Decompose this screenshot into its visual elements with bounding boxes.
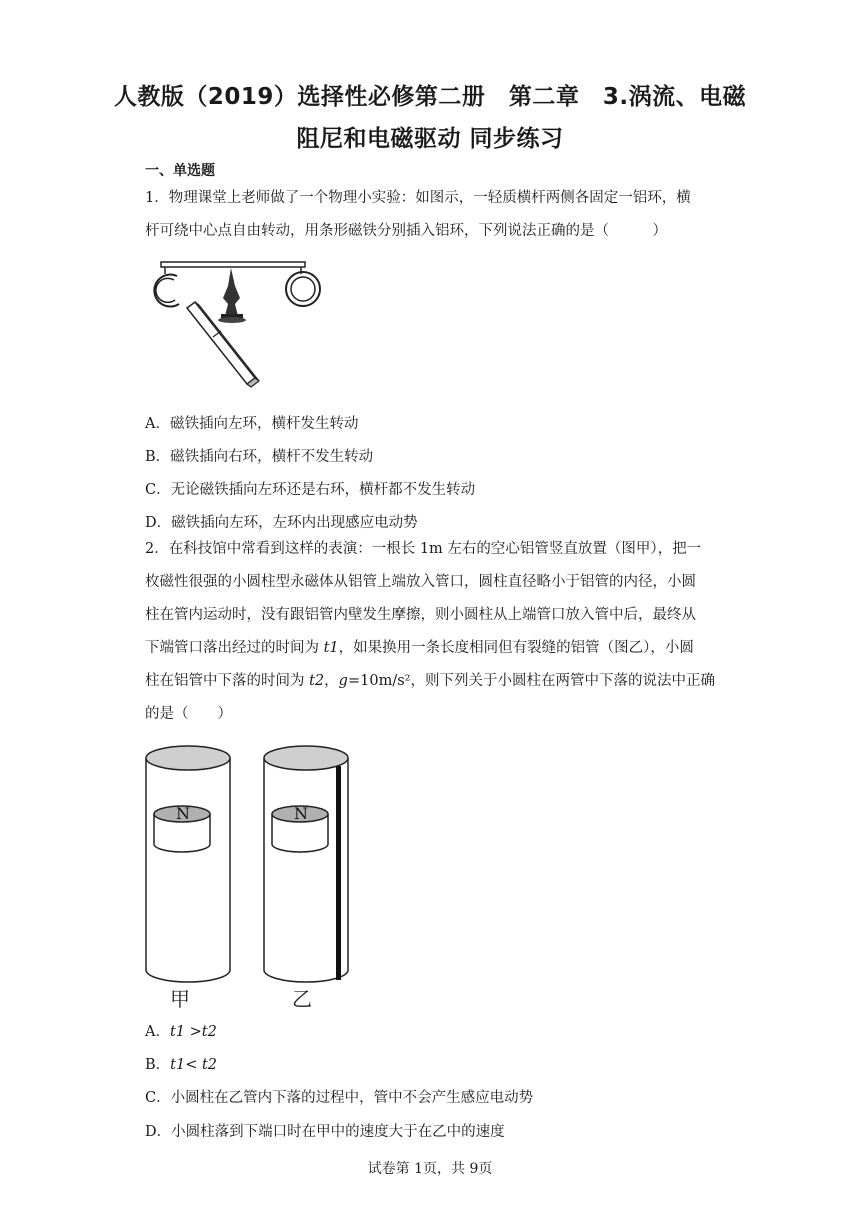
magnet-n-label-jia: N [176,804,190,823]
q1-option-d[interactable]: D．磁铁插向左环，左环内出现感应电动势 [145,515,418,531]
tube-jia [146,746,230,982]
question-2-line1: 2．在科技馆中常看到这样的表演：一根长 1m 左右的空心铝管竖直放置（图甲），把一 [145,541,702,557]
question-1-text [145,182,717,248]
question-1-line2: 杆可绕中心点自由转动，用条形磁铁分别插入铝环，下列说法正确的是（ ） [145,223,667,239]
var-t2: t2 [309,673,325,689]
figure-label-yi: 乙 [292,987,312,1011]
question-1-line1: 1．物理课堂上老师做了一个物理小实验：如图示，一轻质横杆两侧各固定一铝环，横 [145,190,691,206]
question-2-text [145,533,717,731]
question-2-line4: 下端管口落出经过的时间为 t1，如果换用一条长度相同但有裂缝的铝管（图乙），小圆 [145,640,694,656]
section-heading: 一、单选题 [145,163,215,179]
q1-option-c[interactable]: C．无论磁铁插向左环还是右环，横杆都不发生转动 [145,482,476,498]
tube-slit [336,766,341,980]
q2-option-b[interactable]: B．t1< t2 [145,1057,218,1073]
figure-label-jia: 甲 [170,987,190,1011]
var-g: g [338,673,348,689]
q1-option-a[interactable]: A．磁铁插向左环，横杆发生转动 [145,416,359,432]
question-2-line3: 柱在管内运动时，没有跟铝管内壁发生摩擦，则小圆柱从上端管口放入管中后，最终从 [145,607,696,623]
question-2-line5: 柱在铝管中下落的时间为 t2，g=10m/s²，则下列关于小圆柱在两管中下落的说法中正确 [145,673,715,689]
magnet-cylinder-jia [154,804,210,852]
figure-aluminum-tubes [140,744,355,1014]
left-ring-open [154,275,179,307]
magnet-n-label-yi: N [294,804,308,823]
q2-option-a[interactable]: A．t1 >t2 [145,1024,217,1040]
magnet-cylinder-yi [272,804,328,852]
figure-rotating-bar-rings [143,258,333,398]
page-footer: 试卷第 1页，共 9页 [367,1161,493,1177]
q2-option-c[interactable]: C．小圆柱在乙管内下落的过程中，管中不会产生感应电动势 [145,1090,534,1106]
right-ring-closed [286,272,320,306]
tube-yi [264,746,348,982]
pivot-stand [218,268,246,323]
question-2-line2: 枚磁性很强的小圆柱型永磁体从铝管上端放入管口，圆柱直径略小于铝管的内径，小圆 [145,574,696,590]
light-bar [161,262,305,267]
page-title-line1: 人教版（2019）选择性必修第二册 第二章 3.涡流、电磁 [113,84,747,110]
question-2-line6: 的是（ ） [145,706,232,722]
q1-option-b[interactable]: B．磁铁插向右环，横杆不发生转动 [145,449,374,465]
var-t1: t1 [323,640,339,656]
q2-option-d[interactable]: D．小圆柱落到下端口时在甲中的速度大于在乙中的速度 [145,1124,505,1140]
page-title-line2: 阻尼和电磁驱动 同步练习 [296,126,564,152]
